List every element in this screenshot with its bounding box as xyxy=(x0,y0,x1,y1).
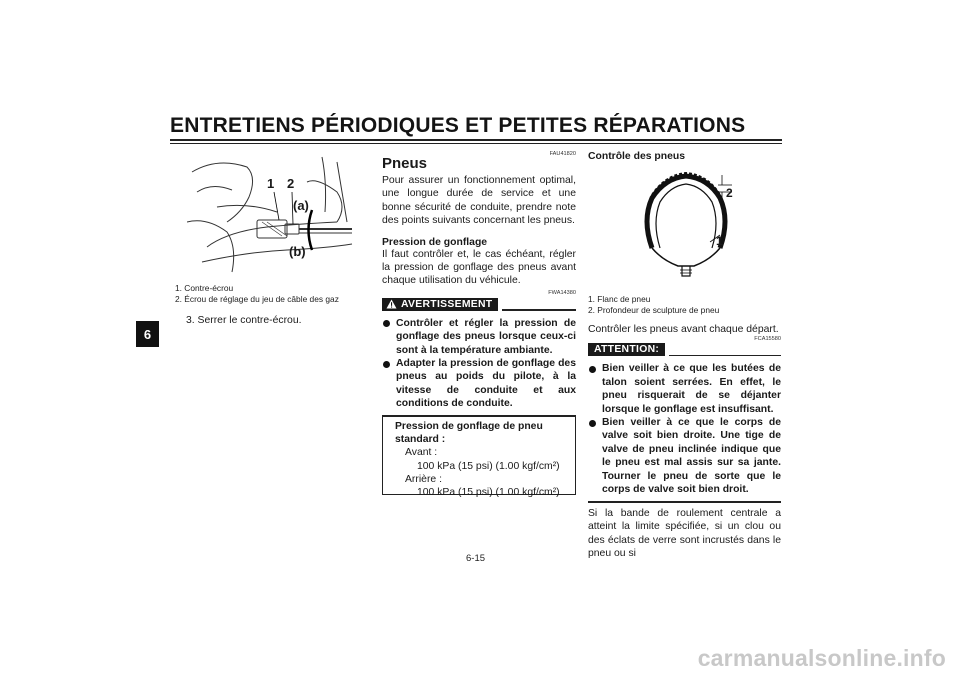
attention-banner xyxy=(588,343,781,356)
intro-paragraph: Pour assurer un fonctionnement optimal, une longue durée de service et une bonne sécurité de conduite, prendre note des points suivants concernant les pneus. xyxy=(382,175,576,227)
throttle-cable-illustration xyxy=(187,152,357,280)
tire-label-1: 1 xyxy=(716,234,723,248)
spec-front-value: 100 kPa (15 psi) (1.00 kgf/cm²) xyxy=(417,460,560,472)
warning-label: AVERTISSEMENT xyxy=(401,298,493,310)
attention-item: Bien veiller à ce que les butées de talon soient serrées. En effet, le pneu risquerait de se déjanter lorsque le gonflage est insuffisant. xyxy=(588,362,781,416)
tire-pressure-spec-box xyxy=(382,415,576,499)
figure-label-b: (b) xyxy=(289,244,306,259)
tire-label-2: 2 xyxy=(726,186,733,200)
spec-rear-value: 100 kPa (15 psi) (1.00 kgf/cm²) xyxy=(417,487,560,499)
spec-rear-label: Arrière : xyxy=(405,473,442,485)
warning-label-box xyxy=(382,298,498,311)
caption-item: 1. Flanc de pneu xyxy=(588,294,651,304)
attention-rule xyxy=(669,355,781,357)
section-heading: Pneus xyxy=(382,155,428,172)
check-paragraph: Contrôler les pneus avant chaque départ. xyxy=(588,324,779,335)
tire-check-heading: Contrôle des pneus xyxy=(588,151,685,162)
caption-item: 2. Profondeur de sculpture de pneu xyxy=(588,305,720,315)
tire-cross-section-illustration xyxy=(640,170,740,290)
warning-list xyxy=(382,317,576,411)
attention-item: Bien veiller à ce que le corps de valve soit bien droite. Une tige de valve de pneu inclinée indique que le pneu est mal assis sur sa jante. Tourner le pneu de sorte que le corps de valve soit bien droit. xyxy=(588,416,781,496)
tire-check-section xyxy=(588,323,781,561)
attention-label-box xyxy=(588,343,665,356)
tire-cross-section-figure xyxy=(640,170,740,290)
left-figure-captions xyxy=(175,283,365,305)
page-number: 6-15 xyxy=(466,553,486,564)
warning-triangle-icon xyxy=(386,299,397,309)
attention-end-rule xyxy=(588,501,781,503)
pressure-paragraph: Il faut contrôler et, le cas échéant, régler la pression de gonflage des pneus avant chaque utilisation du véhicule. xyxy=(382,248,576,287)
reference-code: FAU41820 xyxy=(549,151,576,157)
watermark: carmanualsonline.info xyxy=(697,645,946,671)
spec-title: Pression de gonflage de pneu standard : xyxy=(395,421,543,446)
attention-list xyxy=(588,362,781,496)
warning-item: Contrôler et régler la pression de gonflage des pneus lorsque ceux-ci sont à la température ambiante. xyxy=(382,317,576,357)
warning-code: FWA14380 xyxy=(548,289,576,296)
page-title: ENTRETIENS PÉRIODIQUES ET PETITES RÉPARATIONS xyxy=(170,114,746,137)
header-rule-top xyxy=(170,139,782,141)
tires-section xyxy=(382,151,576,417)
figure-label-2: 2 xyxy=(287,176,295,191)
caption-item: 2. Écrou de réglage du jeu de câble des gaz xyxy=(175,294,339,304)
tread-paragraph: Si la bande de roulement centrale a atteint la limite spécifiée, si un clou ou des éclats de verre sont incrustés dans le pneu ou si xyxy=(588,507,781,560)
caption-item: 1. Contre-écrou xyxy=(175,283,234,293)
subheading-pressure: Pression de gonflage xyxy=(382,236,488,248)
attention-label: ATTENTION: xyxy=(594,344,660,356)
throttle-cable-figure xyxy=(187,152,357,280)
header-rule-bottom xyxy=(170,143,782,144)
right-figure-captions xyxy=(588,294,783,316)
figure-label-1: 1 xyxy=(267,176,275,191)
spec-front-label: Avant : xyxy=(405,447,438,459)
warning-item: Adapter la pression de gonflage des pneus au poids du pilote, à la vitesse de conduite et aux conditions de conduite. xyxy=(382,357,576,411)
chapter-tab: 6 xyxy=(136,321,159,347)
step-text: 3. Serrer le contre-écrou. xyxy=(186,315,302,326)
warning-banner xyxy=(382,298,576,311)
warning-rule xyxy=(502,309,576,311)
attention-code: FCA15580 xyxy=(754,336,781,343)
figure-label-a: (a) xyxy=(293,198,309,213)
